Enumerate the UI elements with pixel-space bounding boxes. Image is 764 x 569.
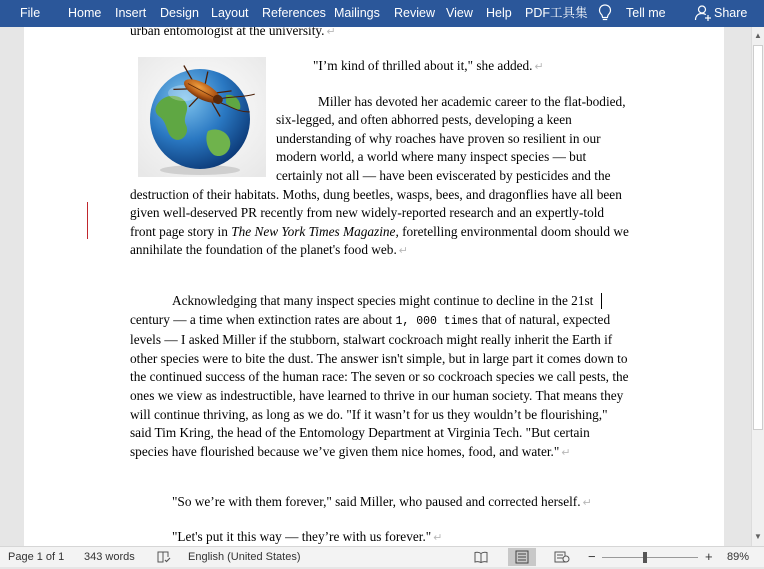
share-person-icon[interactable]: [694, 4, 712, 22]
vertical-scrollbar[interactable]: [751, 27, 764, 546]
print-layout-view-button[interactable]: [508, 548, 536, 566]
text-run: "So we’re with them forever," said Miller, who paused and corrected herself.: [172, 494, 581, 509]
tab-view[interactable]: View: [446, 6, 473, 20]
paragraph-mark: ↵: [398, 245, 409, 258]
web-layout-icon[interactable]: [554, 551, 570, 563]
text-run: foretelling environmental doom should we annihilate the foundation of the planet's food web.: [130, 223, 629, 258]
tab-review[interactable]: Review: [394, 6, 435, 20]
tab-design[interactable]: Design: [160, 6, 199, 20]
tab-help[interactable]: Help: [486, 6, 512, 20]
tell-me-search[interactable]: Tell me: [626, 6, 666, 20]
monospace-run: 1, 000 times: [395, 314, 479, 328]
text-run: Miller has devoted her academic career to the flat-bodied, six-legged, and often abhorred pests, developing a keen understanding of why roaches have proven so resilient in our modern world, a world where many inspect species — but certainly not all — have been eviscerated by pesticides and the destruction of their habitats. Moths, dung beetles, wasps, bees, and dragonflies have all been given well-deserved PR recently from new widely-reported research and an expertly-told front page story in: [130, 93, 626, 239]
document-area[interactable]: [0, 27, 751, 546]
zoom-level[interactable]: 89%: [727, 551, 750, 563]
text-run: "I’m kind of thrilled about it," she added.: [313, 58, 533, 73]
text-cursor: [601, 293, 602, 309]
tab-file[interactable]: File: [20, 6, 41, 20]
scroll-up-arrow-icon[interactable]: ▲: [754, 31, 762, 40]
read-mode-icon[interactable]: [474, 551, 488, 563]
paragraph-mark: ↵: [561, 446, 571, 459]
body-line-0: [130, 27, 630, 42]
scrollbar-thumb[interactable]: [753, 45, 763, 430]
tab-pdf-tools[interactable]: PDF工具集: [525, 6, 588, 20]
ribbon-tab-bar: [0, 0, 764, 27]
body-paragraph-2: [130, 57, 630, 261]
zoom-slider-thumb[interactable]: [643, 552, 647, 563]
proofing-book-icon[interactable]: [157, 551, 171, 563]
paragraph-mark: ↵: [534, 61, 544, 73]
body-paragraph-5: [130, 528, 630, 546]
status-bar: [0, 546, 764, 567]
print-layout-icon: [508, 548, 536, 566]
text-run: urban entomologist at the university.: [130, 27, 325, 38]
paragraph-mark: ↵: [582, 497, 592, 509]
document-page[interactable]: [24, 27, 724, 546]
cockroach-on-globe-image[interactable]: [138, 57, 266, 177]
zoom-slider-track[interactable]: [602, 557, 698, 558]
text-run: that of natural, expected levels — I asked Miller if the stubborn, stalwart cockroach might really inherit the Earth if other species were to bite the dust. The answer isn't simple, but in large part it comes down to the continued success of the human race: The seven or so cockroach species we call pests, the ones we view as indestructible, have learned to thrive in our human society. That means they will continue thriving, as long as we do. "If it wasn’t for us they wouldn’t be flourishing," said Tim Kring, the head of the Entomology Department at Virginia Tech. "But certain species have flourished because we’ve given them nice homes, food, and water.": [130, 311, 629, 459]
language-indicator[interactable]: English (United States): [188, 551, 301, 563]
text-run: Acknowledging that many inspect species might continue to decline in the 21st century — a time when extinction rates are about: [130, 293, 594, 327]
tab-home[interactable]: Home: [68, 6, 102, 20]
word-count[interactable]: 343 words: [84, 551, 135, 563]
paragraph-mark: ↵: [433, 532, 443, 544]
lightbulb-icon[interactable]: [598, 3, 612, 23]
track-change-bar: [87, 202, 88, 239]
share-button[interactable]: Share: [714, 6, 748, 20]
tab-insert[interactable]: Insert: [115, 6, 147, 20]
body-paragraph-3: [130, 292, 630, 462]
text-run: "Let's put it this way — they’re with us forever.": [172, 529, 432, 544]
tab-references[interactable]: References: [262, 6, 326, 20]
paragraph-mark: ↵: [326, 27, 336, 38]
italic-publication-title: The New York Times Magazine,: [231, 223, 399, 239]
zoom-in-button[interactable]: +: [705, 549, 713, 564]
page-count[interactable]: Page 1 of 1: [8, 551, 65, 563]
zoom-out-button[interactable]: −: [588, 549, 596, 564]
body-paragraph-4: [130, 493, 630, 513]
scroll-down-arrow-icon[interactable]: ▼: [754, 532, 762, 541]
tab-layout[interactable]: Layout: [211, 6, 249, 20]
tab-mailings[interactable]: Mailings: [334, 6, 380, 20]
